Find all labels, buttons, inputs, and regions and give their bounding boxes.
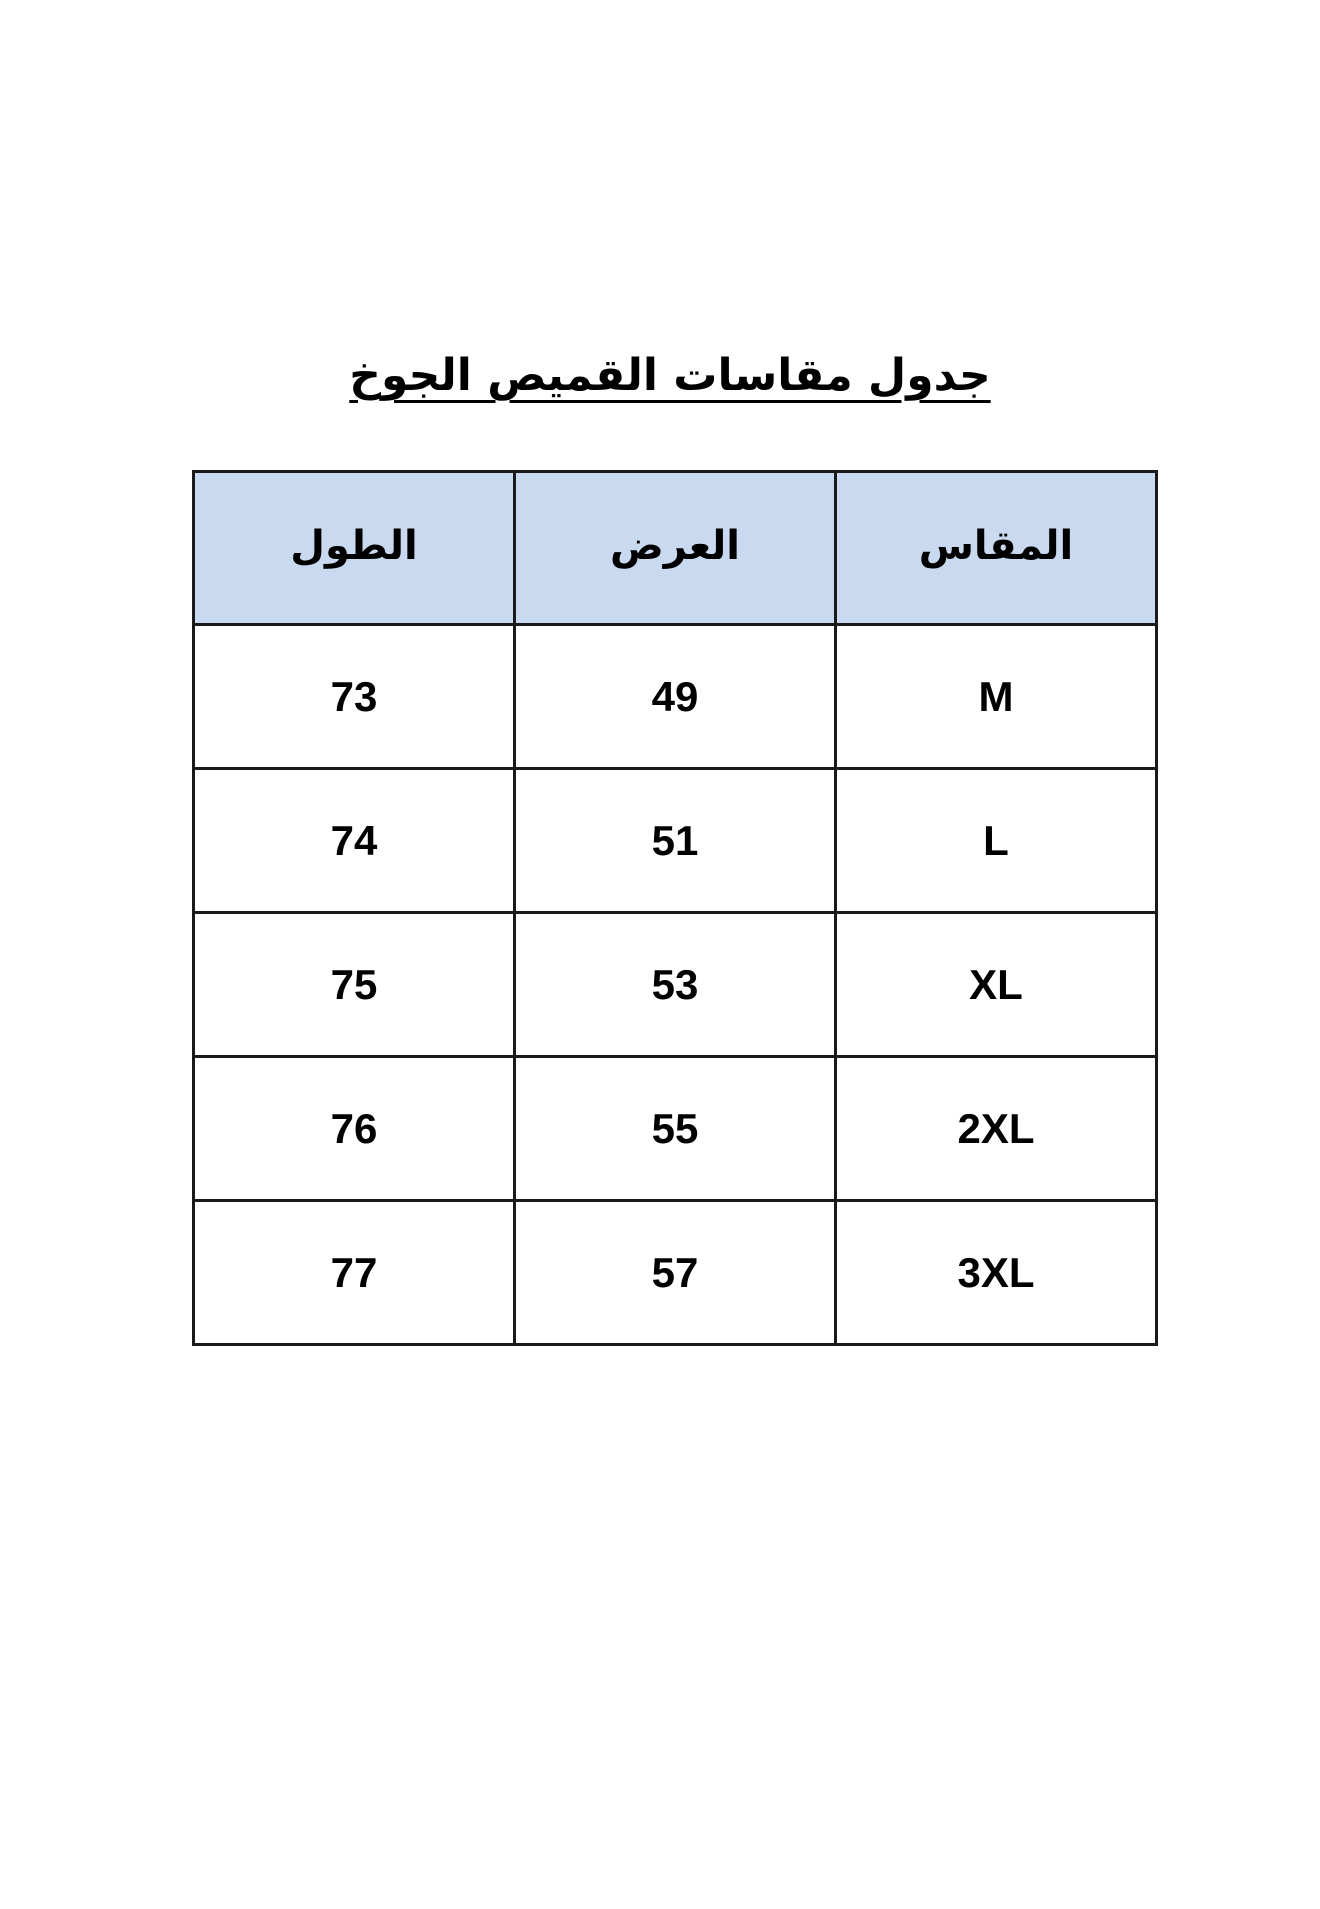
table-header [194, 472, 1157, 625]
table-row [194, 913, 1157, 1057]
cell-size: 2XL [836, 1057, 1157, 1201]
cell-length: 76 [194, 1057, 515, 1201]
cell-length: 77 [194, 1201, 515, 1345]
cell-width: 57 [515, 1201, 836, 1345]
cell-width: 51 [515, 769, 836, 913]
cell-length: 74 [194, 769, 515, 913]
table-body [194, 625, 1157, 1345]
page-title: جدول مقاسات القميص الجوخ [349, 350, 991, 401]
header-width: العرض [515, 472, 836, 625]
size-table [192, 470, 1158, 1346]
cell-size: M [836, 625, 1157, 769]
cell-width: 55 [515, 1057, 836, 1201]
header-size: المقاس [836, 472, 1157, 625]
cell-size: XL [836, 913, 1157, 1057]
cell-length: 73 [194, 625, 515, 769]
cell-size: 3XL [836, 1201, 1157, 1345]
cell-width: 53 [515, 913, 836, 1057]
cell-length: 75 [194, 913, 515, 1057]
header-length: الطول [194, 472, 515, 625]
table-header-row [194, 472, 1157, 625]
cell-size: L [836, 769, 1157, 913]
table-row [194, 769, 1157, 913]
table-row [194, 1057, 1157, 1201]
table-row [194, 1201, 1157, 1345]
cell-width: 49 [515, 625, 836, 769]
table-row [194, 625, 1157, 769]
